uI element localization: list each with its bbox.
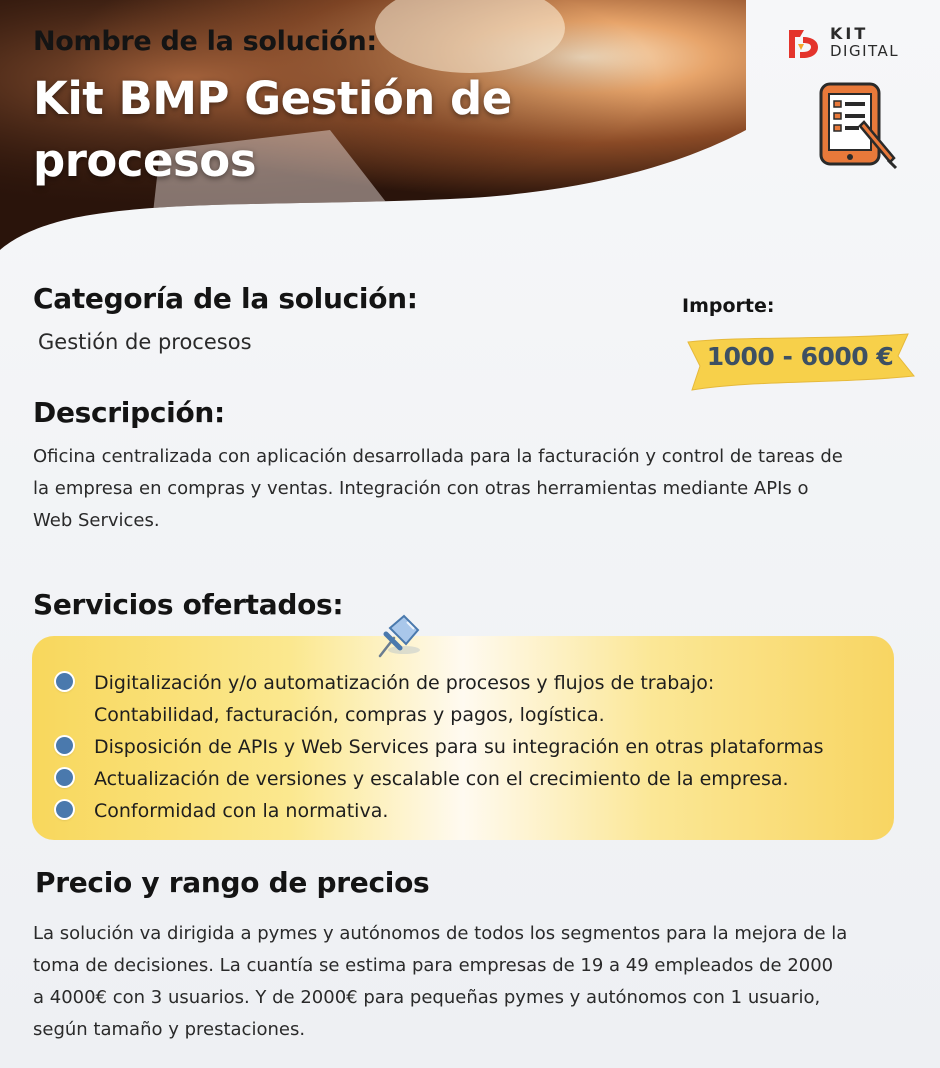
logo-line-kit: KIT <box>830 24 869 43</box>
description-heading: Descripción: <box>33 396 225 429</box>
solution-name-title: Kit BMP Gestión de procesos <box>33 72 512 187</box>
description-line: la empresa en compras y ventas. Integración con otras herramientas mediante APIs o <box>33 478 809 499</box>
services-box <box>32 636 894 840</box>
pushpin-icon <box>374 612 424 662</box>
description-text <box>33 441 843 537</box>
pricing-line: toma de decisiones. La cuantía se estima para empresas de 19 a 49 empleados de 2000 <box>33 955 834 976</box>
category-value: Gestión de procesos <box>38 330 252 354</box>
kit-digital-logo <box>786 24 916 64</box>
pricing-heading: Precio y rango de precios <box>35 866 430 899</box>
description-line: Oficina centralizada con aplicación desarrollada para la facturación y control de tareas de <box>33 446 843 467</box>
price-badge-label: Importe: <box>682 295 775 317</box>
pricing-line: según tamaño y prestaciones. <box>33 1019 306 1040</box>
tablet-checklist-icon <box>818 82 898 170</box>
bullet-icon <box>56 801 73 818</box>
service-text: Actualización de versiones y escalable con el crecimiento de la empresa. <box>94 768 789 790</box>
pricing-line: a 4000€ con 3 usuarios. Y de 2000€ para pequeñas pymes y autónomos con 1 usuario, <box>33 987 821 1008</box>
pricing-text <box>33 918 847 1046</box>
bullet-icon <box>56 673 73 690</box>
bullet-icon <box>56 737 73 754</box>
services-heading: Servicios ofertados: <box>33 588 344 621</box>
service-text: Digitalización y/o automatización de procesos y flujos de trabajo: <box>94 672 715 694</box>
solution-name-label: Nombre de la solución: <box>33 26 377 57</box>
service-text: Conformidad con la normativa. <box>94 800 389 822</box>
service-text: Contabilidad, facturación, compras y pagos, logística. <box>94 704 605 726</box>
description-line: Web Services. <box>33 510 160 531</box>
pricing-line: La solución va dirigida a pymes y autónomos de todos los segmentos para la mejora de la <box>33 923 848 944</box>
bullet-icon <box>56 769 73 786</box>
kit-digital-logo-icon <box>786 26 824 62</box>
category-heading: Categoría de la solución: <box>33 282 418 315</box>
service-text: Disposición de APIs y Web Services para su integración en otras plataformas <box>94 736 824 758</box>
price-badge-value: 1000 - 6000 € <box>706 342 894 371</box>
logo-line-digital: DIGITAL <box>830 42 900 60</box>
